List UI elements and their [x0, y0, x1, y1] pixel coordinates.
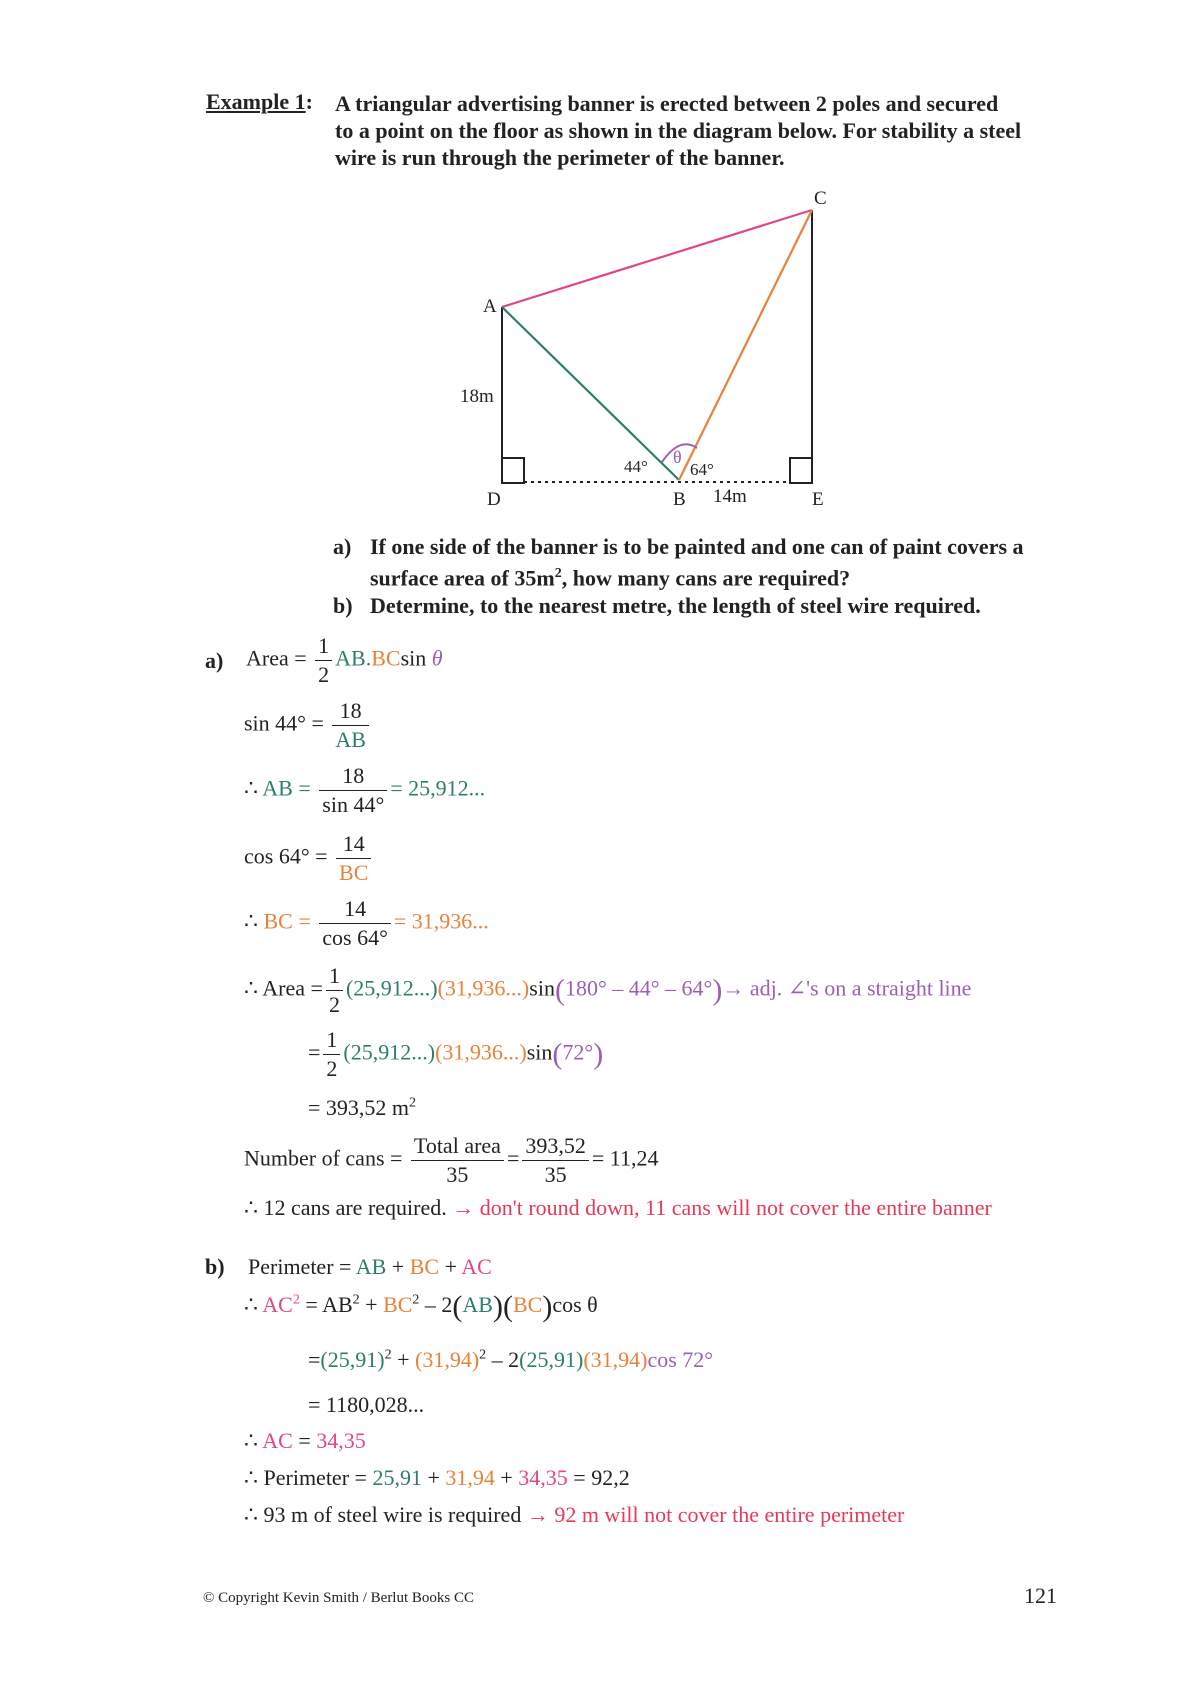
- label-theta: θ: [673, 447, 682, 467]
- sin44-equation: sin 44° = $\frac{18}{AB}$: [244, 697, 372, 754]
- solution-b-label: b): [205, 1254, 225, 1279]
- side-AB: [502, 307, 679, 480]
- cans-calculation: Number of cans = $\frac{\text{Total area}}{35}$ = $\frac{393,52}{35}$ = 11,24: [244, 1133, 659, 1187]
- label-D: D: [487, 489, 501, 510]
- ac-result: ∴ AC = 34,35: [244, 1428, 366, 1453]
- cosine-rule: ∴ $AC^2 = AB^2 + BC^2 - 2(AB)(BC)\cos$ θ: [244, 1290, 598, 1323]
- question-b-text: Determine, to the nearest metre, the length of steel wire required.: [370, 593, 981, 618]
- ab-solution: ∴ AB = $\frac{18}{\sin 44^\circ}$ = 25,912...: [244, 763, 486, 817]
- example-label: Example 1:: [206, 89, 313, 114]
- copyright: © Copyright Kevin Smith / Berlut Books CC: [203, 1590, 474, 1606]
- area-substitution: ∴ Area = $\frac{1}{2}$ (25,912...)(31,936...)sin(180° – 44° – 64°)→ adj. ∠'s on a straight line: [244, 963, 972, 1017]
- label-44deg: 44°: [624, 457, 648, 476]
- label-14m: 14m: [713, 486, 747, 507]
- label-A: A: [483, 296, 497, 317]
- side-AC: [502, 210, 812, 307]
- ac-squared-result: = 1180,028...: [308, 1392, 425, 1417]
- page-number: 121: [1024, 1583, 1057, 1608]
- solution-a-label: a): [205, 648, 224, 673]
- perimeter-formula: Perimeter = AB + BC + AC: [248, 1254, 492, 1279]
- right-angle-E: [790, 458, 812, 483]
- intro-line-1: A triangular advertising banner is erected between 2 poles and secured: [335, 91, 999, 116]
- question-a-text: If one side of the banner is to be painted and one can of paint covers a surface area of $35m^2$, how many cans are required?: [370, 534, 1024, 591]
- bc-solution: ∴ BC = $\frac{14}{\cos 64^\circ}$ = 31,936...: [244, 896, 489, 950]
- area-result: = 393,52 $m^2$: [308, 1095, 417, 1120]
- label-C: C: [814, 188, 827, 209]
- question-a-label: a): [333, 534, 352, 559]
- right-angle-D: [502, 458, 524, 483]
- label-E: E: [812, 489, 824, 510]
- intro-line-2: to a point on the floor as shown in the diagram below. For stability a steel: [335, 118, 1022, 143]
- label-64deg: 64°: [690, 460, 714, 479]
- label-18m: 18m: [460, 386, 494, 407]
- wire-conclusion: ∴ 93 m of steel wire is required → 92 m will not cover the entire perimeter: [244, 1502, 905, 1527]
- label-B: B: [673, 489, 686, 510]
- intro-line-3: wire is run through the perimeter of the banner.: [335, 145, 785, 170]
- perimeter-result: ∴ Perimeter = 25,91 + 31,94 + 34,35 = 92,2: [244, 1465, 630, 1490]
- side-BC: [679, 210, 812, 480]
- area-formula: Area = $\frac{1}{2}$ AB.BCsin θ: [246, 633, 443, 687]
- banner-diagram: [0, 0, 1190, 520]
- cosine-substitution: $=(25,91)^2 + (31,94)^2 - 2(25,91)(31,94)\cos$ 72°: [308, 1347, 714, 1372]
- cans-conclusion: ∴ 12 cans are required. → don't round down, 11 cans will not cover the entire banner: [244, 1195, 992, 1220]
- cos64-equation: cos 64° = $\frac{14}{BC}$: [244, 830, 374, 887]
- question-b-label: b): [333, 593, 353, 618]
- area-simplified: = $\frac{1}{2}$ (25,912...)(31,936...)sin(72°): [308, 1027, 604, 1081]
